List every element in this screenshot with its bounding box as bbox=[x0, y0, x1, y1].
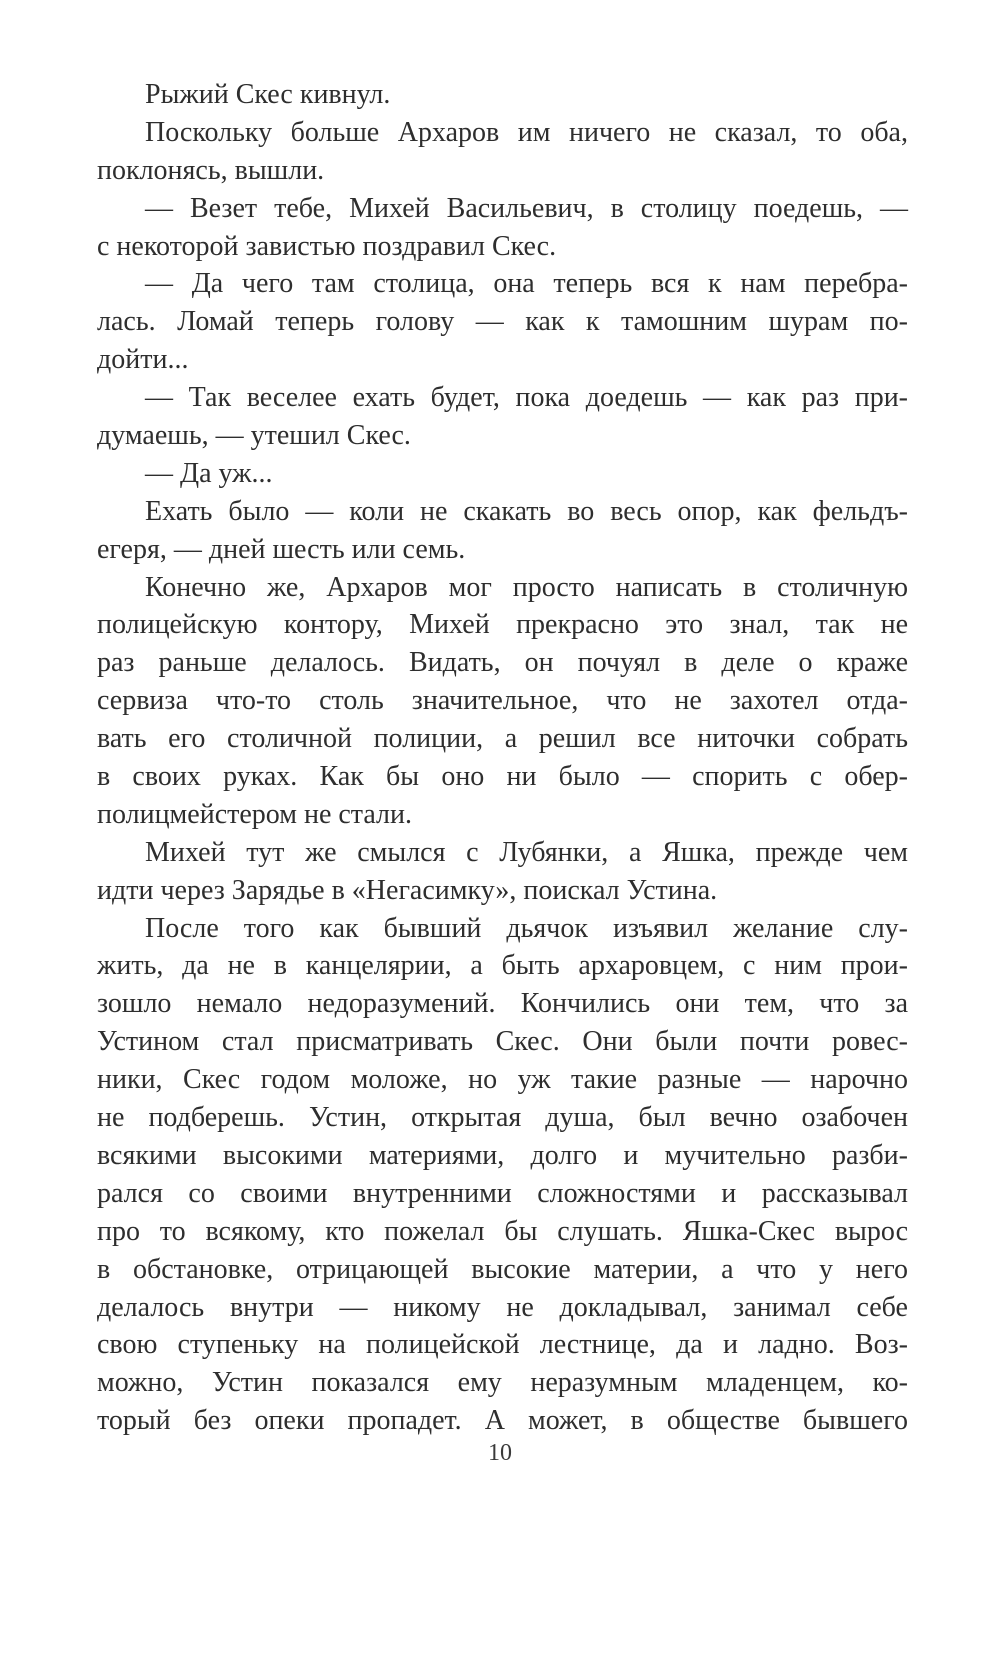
paragraph bbox=[97, 190, 908, 266]
paragraph bbox=[97, 455, 908, 493]
text-line: вать его столичной полиции, а решил все ниточки собрать bbox=[97, 723, 908, 755]
text-line: дойти... bbox=[97, 344, 189, 376]
text-line: про то всякому, кто пожелал бы слушать. Яшка-Скес вырос bbox=[97, 1215, 908, 1247]
text-line: думаешь, — утешил Скес. bbox=[97, 420, 411, 452]
text-line: делалось внутри — никому не докладывал, занимал себе bbox=[97, 1291, 908, 1323]
paragraph bbox=[97, 114, 908, 190]
text-line: Поскольку больше Архаров им ничего не сказал, то оба, bbox=[145, 116, 908, 148]
paragraph bbox=[97, 834, 908, 910]
text-line: поклонясь, вышли. bbox=[97, 154, 325, 186]
text-line: — Да уж... bbox=[145, 457, 273, 489]
text-line: Рыжий Скес кивнул. bbox=[145, 79, 391, 110]
text-line: зошло немало недоразумений. Кончились они тем, что за bbox=[97, 988, 908, 1020]
text-line: Ехать было — коли не скакать во весь опор, как фельдъ- bbox=[145, 495, 908, 527]
text-line: ники, Скес годом моложе, но уж такие разные — нарочно bbox=[97, 1064, 908, 1096]
text-line: полицмейстером не стали. bbox=[97, 798, 413, 830]
text-line: — Везет тебе, Михей Васильевич, в столицу поедешь, — bbox=[145, 192, 908, 224]
page-body bbox=[97, 76, 908, 1440]
text-line: идти через Зарядье в «Негасимку», поискал Устина. bbox=[97, 874, 718, 906]
text-line: лась. Ломай теперь голову — как к тамошним шурам по- bbox=[97, 306, 908, 338]
text-line: — Да чего там столица, она теперь вся к нам перебра- bbox=[145, 268, 908, 300]
text-line: жить, да не в канцелярии, а быть архаровцем, с ним прои- bbox=[97, 950, 908, 982]
paragraph bbox=[97, 379, 908, 455]
text-line: торый без опеки пропадет. А может, в обществе бывшего bbox=[97, 1405, 908, 1437]
text-line: раз раньше делалось. Видать, он почуял в деле о краже bbox=[97, 647, 908, 679]
text-line: в своих руках. Как бы оно ни было — спорить с обер- bbox=[97, 761, 908, 793]
text-line: — Так веселее ехать будет, пока доедешь — как раз при- bbox=[145, 382, 908, 414]
paragraph bbox=[97, 910, 908, 1440]
text-line: Конечно же, Архаров мог просто написать в столичную bbox=[145, 571, 908, 603]
text-line: После того как бывший дьячок изъявил желание слу- bbox=[145, 912, 908, 944]
paragraph bbox=[97, 76, 908, 114]
text-line: в обстановке, отрицающей высокие материи, а что у него bbox=[97, 1253, 908, 1285]
text-line: егеря, — дней шесть или семь. bbox=[97, 533, 466, 565]
paragraph bbox=[97, 569, 908, 834]
text-line: Михей тут же смылся с Лубянки, а Яшка, прежде чем bbox=[145, 836, 908, 868]
text-line: Устином стал присматривать Скес. Они были почти ровес- bbox=[97, 1026, 908, 1058]
text-line: можно, Устин показался ему неразумным младенцем, ко- bbox=[97, 1367, 908, 1399]
text-line: не подберешь. Устин, открытая душа, был вечно озабочен bbox=[97, 1102, 908, 1134]
text-line: с некоторой завистью поздравил Скес. bbox=[97, 230, 557, 262]
text-line: рался со своими внутренними сложностями и рассказывал bbox=[97, 1177, 908, 1209]
text-line: всякими высокими материями, долго и мучительно разби- bbox=[97, 1139, 908, 1171]
text-line: свою ступеньку на полицейской лестнице, да и ладно. Воз- bbox=[97, 1329, 908, 1361]
text-line: сервиза что-то столь значительное, что не захотел отда- bbox=[97, 685, 908, 717]
page-number: 10 bbox=[488, 1440, 512, 1466]
text-line: полицейскую контору, Михей прекрасно это знал, так не bbox=[97, 609, 908, 641]
paragraph bbox=[97, 265, 908, 379]
paragraph bbox=[97, 493, 908, 569]
